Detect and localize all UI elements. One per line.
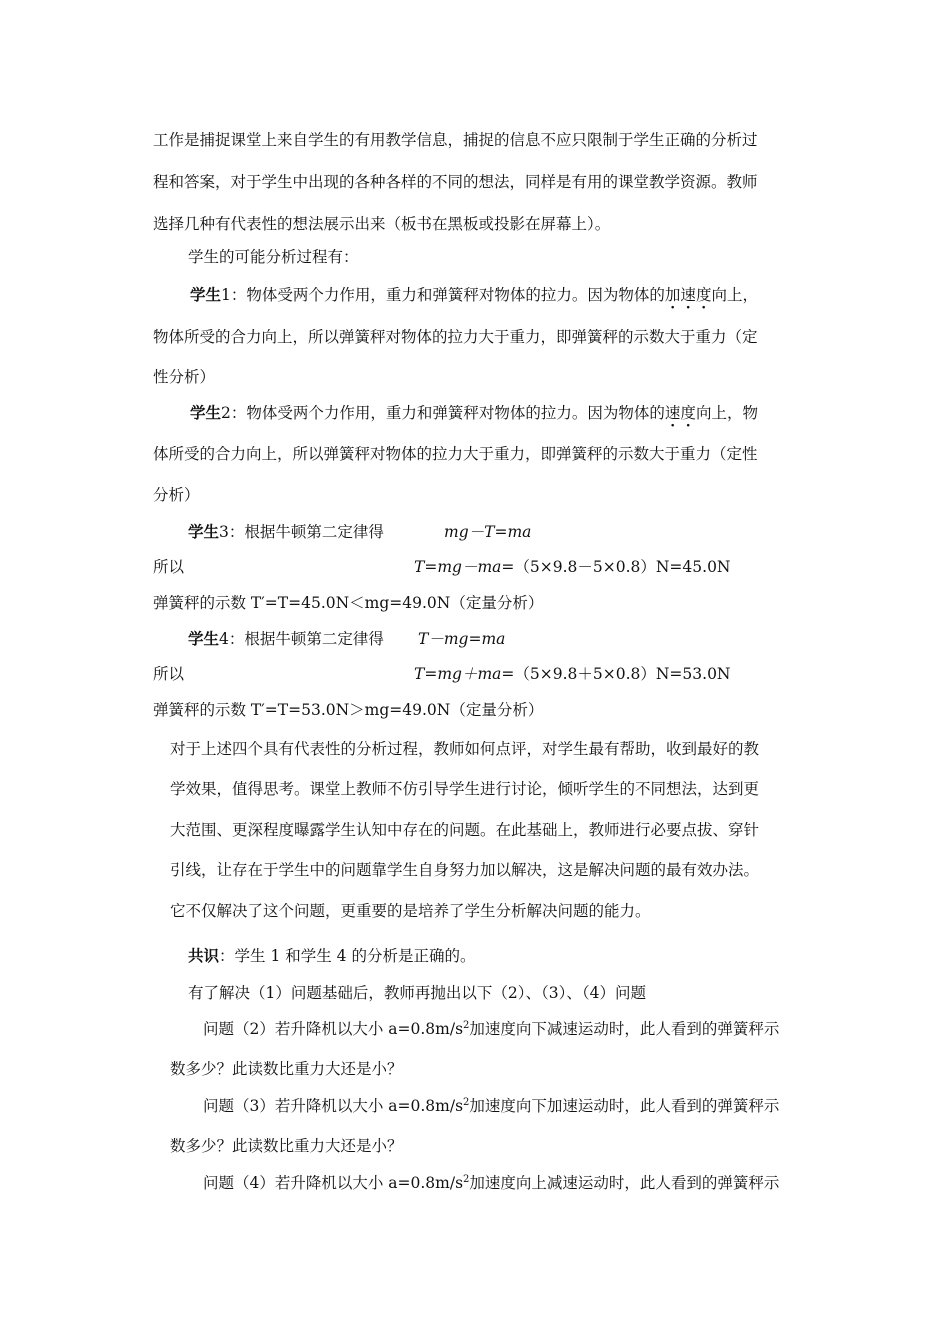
paragraph-line: 引线，让存在于学生中的问题靠学生自身努力加以解决，这是解决问题的最有效办法。 <box>170 861 760 879</box>
paragraph-line: 大范围、更深程度曝露学生认知中存在的问题。在此基础上，教师进行必要点拔、穿针 <box>170 821 760 839</box>
paragraph-line: 性分析） <box>153 368 216 386</box>
emphasis-char: 速 <box>664 404 681 422</box>
paragraph-line: 学效果，值得思考。课堂上教师不仿引导学生进行讨论，倾听学生的不同想法，达到更 <box>170 780 760 798</box>
calculation: T=mg＋ma=（5×9.8＋5×0.8）N=53.0N <box>414 665 731 683</box>
paragraph-line: 物体所受的合力向上，所以弹簧秤对物体的拉力大于重力，即弹簧秤的示数大于重力（定 <box>153 328 758 346</box>
student-number: 1 <box>221 286 231 304</box>
question2-line2: 数多少？此读数比重力大还是小？ <box>170 1060 403 1078</box>
emphasis-char: 加 <box>664 286 681 304</box>
student-label: 学生 <box>190 286 222 304</box>
intro-line: 学生的可能分析过程有： <box>188 248 359 266</box>
question3-line1: 问题（3）若升降机以大小 $a=0.8m/s^2$加速度向下加速运动时，此人看到的弹簧秤示 <box>203 1096 780 1115</box>
student-number: 3 <box>219 523 229 541</box>
student2-line1: 学生2：物体受两个力作用，重力和弹簧秤对物体的拉力。因为物体的速度向上，物 <box>190 404 758 422</box>
question3-line2: 数多少？此读数比重力大还是小？ <box>170 1137 403 1155</box>
consensus-label: 共识 <box>188 947 220 965</box>
next-questions-line: 有了解决（1）问题基础后，教师再抛出以下（2）、（3）、（4）问题 <box>188 984 646 1002</box>
emphasis-char: 度 <box>695 286 712 304</box>
so-label: 所以 <box>153 665 185 683</box>
question4-line1: 问题（4）若升降机以大小 $a=0.8m/s^2$加速度向上减速运动时，此人看到的弹簧秤示 <box>203 1173 780 1192</box>
student1-line1: 学生1：物体受两个力作用，重力和弹簧秤对物体的拉力。因为物体的加速度向上， <box>190 286 758 304</box>
equation: T－mg=ma <box>418 630 506 648</box>
so-label: 所以 <box>153 558 185 576</box>
consensus-line: 共识：学生 1 和学生 4 的分析是正确的。 <box>188 947 476 965</box>
student4-line1: 学生4：根据牛顿第二定律得 <box>188 630 384 648</box>
paragraph-line: 选择几种有代表性的想法展示出来（板书在黑板或投影在屏幕上）。 <box>153 215 611 233</box>
paragraph-line: 体所受的合力向上，所以弹簧秤对物体的拉力大于重力，即弹簧秤的示数大于重力（定性 <box>153 445 758 463</box>
reading-line: 弹簧秤的示数 T′=T=45.0N＜mg=49.0N（定量分析） <box>153 594 544 612</box>
paragraph-line: 分析） <box>153 486 200 504</box>
emphasis-char: 速 <box>680 286 696 304</box>
equation: mg－T=ma <box>444 523 532 541</box>
student-number: 2 <box>221 404 231 422</box>
student-label: 学生 <box>188 523 220 541</box>
paragraph-line: 对于上述四个具有代表性的分析过程，教师如何点评，对学生最有帮助，收到最好的教 <box>170 740 760 758</box>
paragraph-line: 工作是捕捉课堂上来自学生的有用教学信息，捕捉的信息不应只限制于学生正确的分析过 <box>153 131 758 149</box>
student-number: 4 <box>219 630 229 648</box>
reading-line: 弹簧秤的示数 T′=T=53.0N＞mg=49.0N（定量分析） <box>153 701 544 719</box>
calculation: T=mg－ma=（5×9.8－5×0.8）N=45.0N <box>414 558 731 576</box>
emphasis-char: 度 <box>680 404 696 422</box>
question2-line1: 问题（2）若升降机以大小 $a=0.8m/s^2$加速度向下减速运动时，此人看到的弹簧秤示 <box>203 1019 780 1038</box>
student-label: 学生 <box>190 404 222 422</box>
paragraph-line: 程和答案，对于学生中出现的各种各样的不同的想法，同样是有用的课堂教学资源。教师 <box>153 173 758 191</box>
student3-line1: 学生3：根据牛顿第二定律得 <box>188 523 384 541</box>
student-label: 学生 <box>188 630 220 648</box>
paragraph-line: 它不仅解决了这个问题，更重要的是培养了学生分析解决问题的能力。 <box>170 902 651 920</box>
